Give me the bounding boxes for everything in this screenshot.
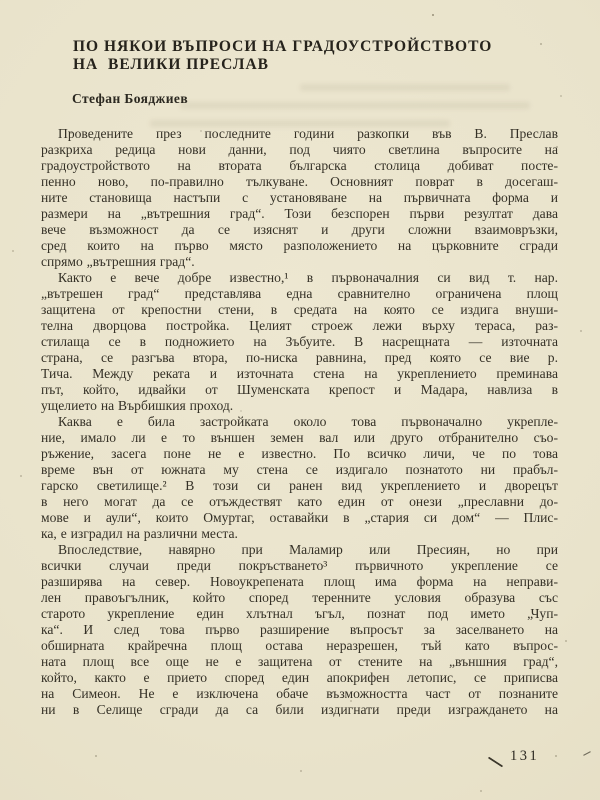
- article-title-line-2: НА ВЕЛИКИ ПРЕСЛАВ: [73, 55, 270, 73]
- text-line: ущелието на Върбишкия проход.: [41, 398, 234, 413]
- text-line: градоустройството на втората българска столица добиват посте-: [41, 158, 558, 173]
- text-line: разширява на север. Новоукрепената площ има форма на неправи-: [41, 574, 558, 589]
- text-line: Впоследствие, навярно при Маламир или Пресиян, но при: [58, 542, 558, 557]
- text-line: който, както е прието според един апокрифен летопис, се приписва: [41, 670, 558, 685]
- text-line: време вън от южната му стена се издигало познатото ни прабъл-: [41, 462, 558, 477]
- text-line: „вътрешен град“ представлява една сравнително ограничена площ: [41, 286, 558, 301]
- article-title-line-1: ПО НЯКОИ ВЪПРОСИ НА ГРАДОУСТРОЙСТВОТО: [73, 38, 493, 55]
- text-line: Тича. Между реката и източната стена на укреплението преминава: [41, 366, 558, 381]
- text-line: Проведените през последните години разкопки във В. Преслав: [58, 126, 558, 141]
- text-line: разкриха редица нови данни, под чиято светлина въпросите на: [41, 142, 558, 157]
- text-line: всички случаи преди покръстването³ първичното укрепление се: [41, 558, 558, 573]
- text-line: път, който, идвайки от Шуменската крепост и Мадара, навлиза в: [41, 382, 558, 397]
- text-line: пенно ново, по-правилно тълкуване. Основният поврат в досегаш-: [41, 174, 558, 189]
- text-line: Както е вече добре известно,¹ в първоначалния си вид т. нар.: [58, 270, 558, 285]
- text-line: телна дворцова постройка. Целият строеж лежи върху тераса, раз-: [41, 318, 558, 333]
- text-line: ка“. И след това първо разширение въпросът за заселването на: [41, 622, 558, 637]
- page-showthrough: [300, 84, 510, 91]
- text-line: сред които на първо място разположението на църковните сгради: [41, 238, 558, 253]
- paragraph: [41, 126, 558, 270]
- text-line: стилаща се в подножието на Зъбуите. В насрещната — източната: [41, 334, 558, 349]
- text-line: обширната крайречна площ остава неразрешен, тъй като въпрос-: [41, 638, 558, 653]
- text-line: размери на „вътрешния град“. Този безспорен първи резултат дава: [41, 206, 558, 221]
- article-body: [41, 126, 558, 718]
- text-line: вече възможност да се изяснят и други сложни взаимовръзки,: [41, 222, 558, 237]
- text-line: мове и аули“, които Омуртаг, оставайки в „стария си дом“ — Плис-: [41, 510, 558, 525]
- text-line: ние, имало ли е то външен земен вал или друго отбранително съо-: [41, 430, 558, 445]
- text-line: ната площ все още не е защитена от стените на „външния град“,: [41, 654, 558, 669]
- paragraph: [41, 414, 558, 542]
- paragraph: [41, 270, 558, 414]
- paragraph: [41, 542, 558, 718]
- ink-dot: [583, 751, 591, 756]
- text-line: спрямо „вътрешния град“.: [41, 254, 195, 269]
- text-line: в него могат да се отъждествят като един от онези „преславни до-: [41, 494, 558, 509]
- text-line: старото укрепление един хлътнал ъгъл, познат под името „Чуп-: [41, 606, 558, 621]
- text-line: ните становища настъпи с установяване на първичната форма и: [41, 190, 558, 205]
- paper-speckles: [432, 14, 434, 16]
- text-line: ръжение, засега поне не е известно. По всичко личи, че по това: [41, 446, 558, 461]
- text-line: защитена от крепостни стени, в средата на която се издига внуши-: [41, 302, 558, 317]
- text-line: ка, е изградил на различни места.: [41, 526, 238, 541]
- text-line: ни в Селище сгради да са били издигнати преди изграждането на: [41, 702, 558, 717]
- text-line: лен правоъгълник, който според теренните условия образува със: [41, 590, 558, 605]
- pen-mark: [488, 757, 503, 768]
- author-name: Стефан Бояджиев: [72, 91, 189, 106]
- page-showthrough: [180, 102, 530, 109]
- page-number: 131: [510, 748, 540, 764]
- text-line: страна, се разгъва втора, по-ниска равнина, пред която се вие р.: [41, 350, 558, 365]
- text-line: на Симеон. Не е изключена обаче възможността част от познаните: [41, 686, 558, 701]
- text-line: гарско светилище.² В този си ранен вид укреплението и дворецът: [41, 478, 558, 493]
- text-line: Каква е била застройката около това първоначално укрепле-: [58, 414, 558, 429]
- article-title: [73, 38, 492, 73]
